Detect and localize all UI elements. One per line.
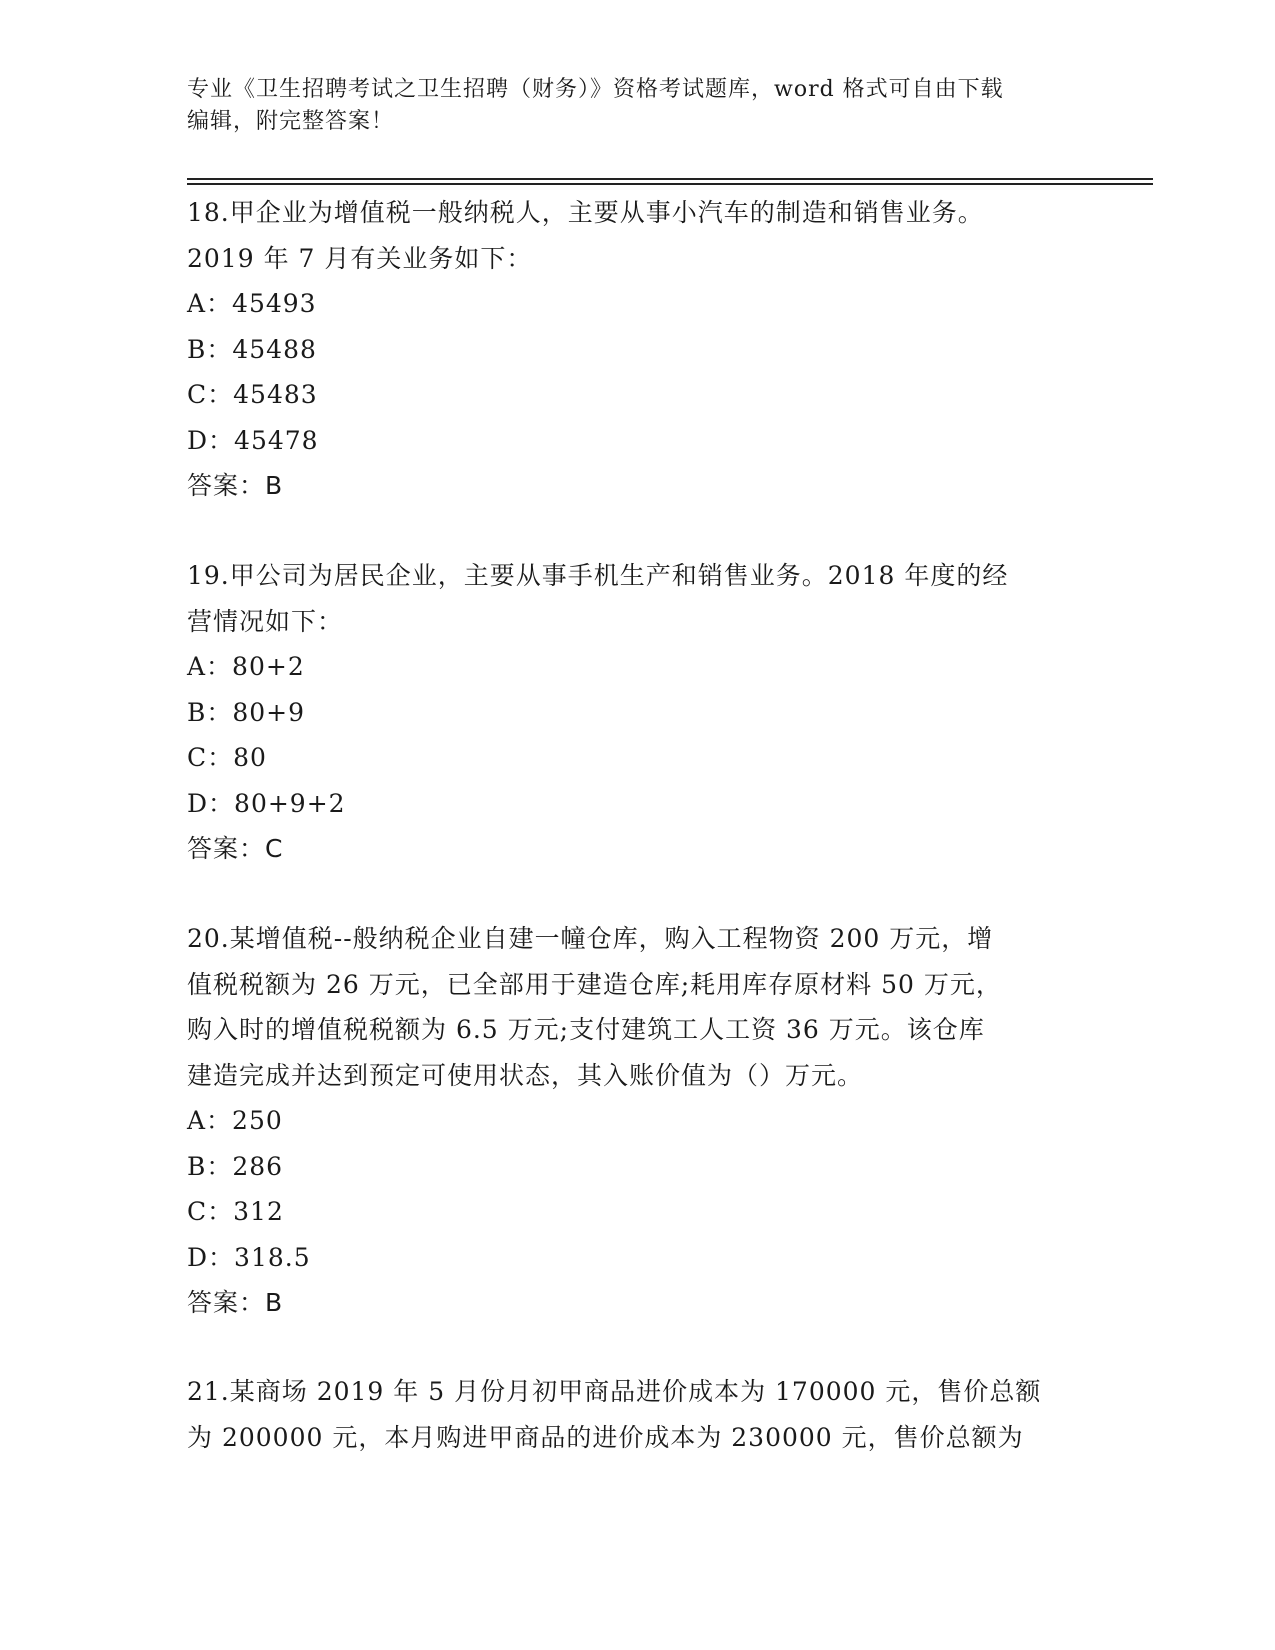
- question-stem-line: 19.甲公司为居民企业，主要从事手机生产和销售业务。2018 年度的经: [187, 561, 1009, 590]
- option-a: A：250: [187, 1106, 283, 1135]
- question-stem-line: 购入时的增值税税额为 6.5 万元;支付建筑工人工资 36 万元。该仓库: [187, 1015, 985, 1044]
- question-stem-line: 2019 年 7 月有关业务如下：: [187, 243, 533, 273]
- question-stem-line: 21.某商场 2019 年 5 月份月初甲商品进价成本为 170000 元，售价总额: [187, 1377, 1042, 1406]
- answer: 答案：C: [187, 834, 284, 863]
- header-divider-top: [187, 178, 1153, 180]
- option-c: C：312: [187, 1197, 284, 1226]
- option-c: C：80: [187, 743, 267, 772]
- option-a: A：45493: [187, 289, 317, 318]
- option-d: D：318.5: [187, 1242, 311, 1272]
- question-stem-line: 营情况如下：: [187, 606, 344, 636]
- option-b: B：45488: [187, 334, 317, 364]
- question-stem-line: 值税税额为 26 万元，已全部用于建造仓库;耗用库存原材料 50 万元，: [187, 969, 1002, 999]
- option-a: A：80+2: [187, 652, 305, 681]
- question-21: [187, 1369, 1087, 1460]
- option-d: D：80+9+2: [187, 788, 346, 818]
- question-20: [187, 916, 1087, 1326]
- question-stem-line: 建造完成并达到预定可使用状态，其入账价值为（）万元。: [187, 1060, 864, 1090]
- option-d: D：45478: [187, 425, 319, 455]
- header-line-1: 专业《卫生招聘考试之卫生招聘（财务）》资格考试题库，word 格式可自由下载: [187, 77, 1004, 102]
- header-line-2: 编辑，附完整答案！: [187, 109, 395, 134]
- question-stem-line: 20.某增值税--般纳税企业自建一幢仓库，购入工程物资 200 万元，增: [187, 924, 994, 953]
- question-stem-line: 为 200000 元，本月购进甲商品的进价成本为 230000 元，售价总额为: [187, 1422, 1024, 1452]
- question-19: [187, 553, 1087, 872]
- document-header: [187, 74, 1087, 138]
- option-b: B：80+9: [187, 697, 306, 727]
- option-b: B：286: [187, 1151, 284, 1181]
- header-divider-bottom: [187, 183, 1153, 185]
- answer: 答案：B: [187, 1288, 284, 1317]
- answer: 答案：B: [187, 471, 284, 500]
- question-stem-line: 18.甲企业为增值税一般纳税人，主要从事小汽车的制造和销售业务。: [187, 198, 984, 227]
- option-c: C：45483: [187, 380, 318, 409]
- question-18: [187, 190, 1087, 509]
